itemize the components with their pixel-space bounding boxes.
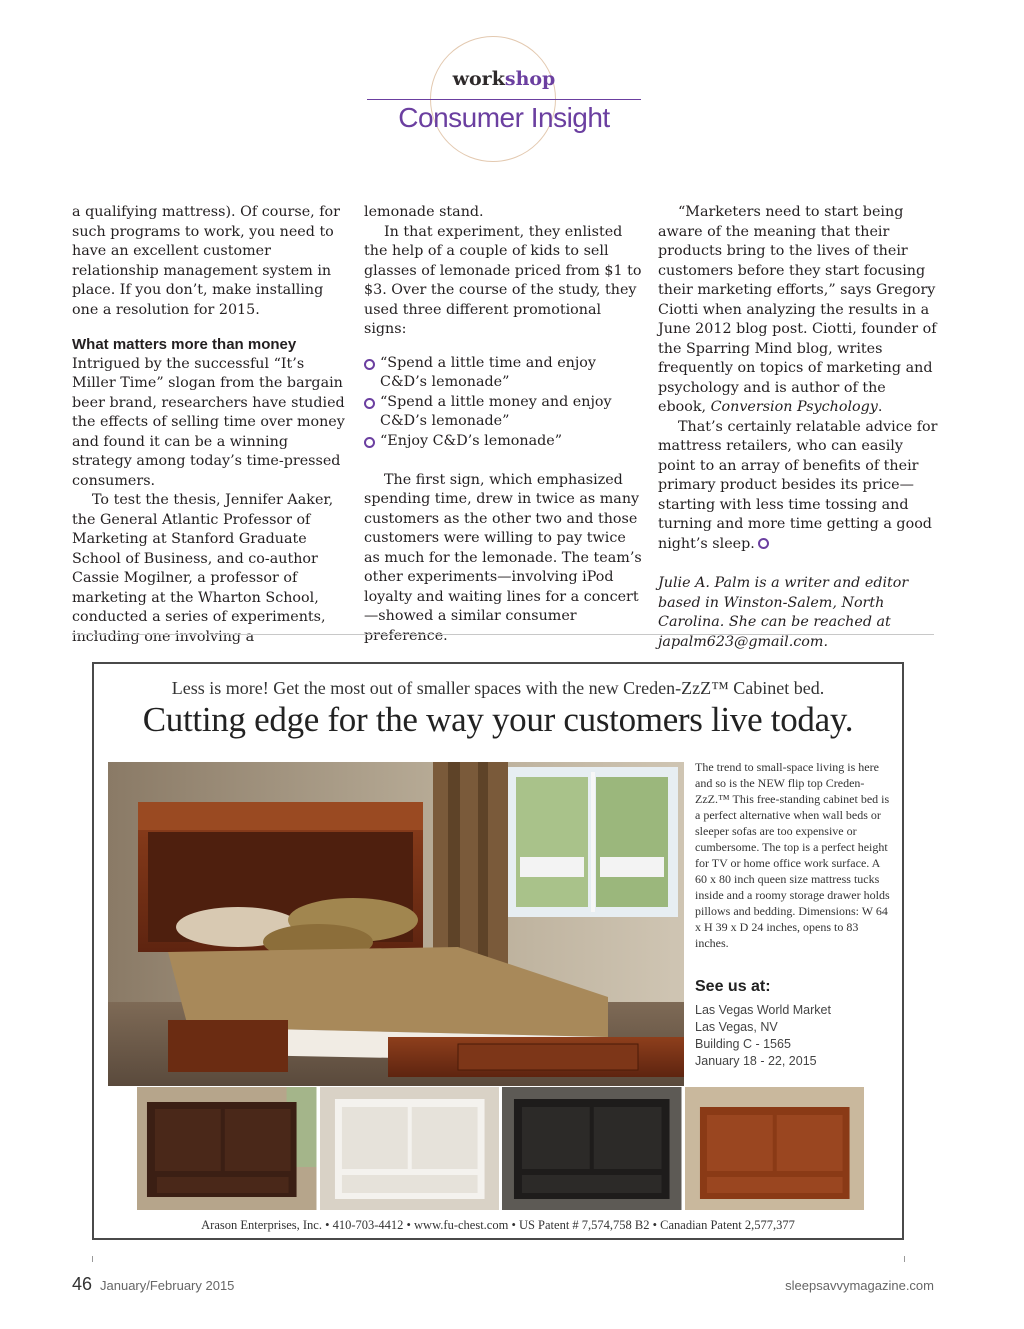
sign-list xyxy=(364,354,644,452)
thumbnail-espresso-cabinet xyxy=(137,1087,317,1210)
section-divider xyxy=(72,634,934,635)
paragraph: To test the thesis, Jennifer Aaker, the General Atlantic Professor of Marketing at Stanford Graduate School of Business, and co-author Cassie Mogilner, a professor of marketing at the Wharton School, conducted a series of experiments, including one involving a xyxy=(72,492,334,645)
thumbnail-black-cabinet xyxy=(502,1087,682,1210)
advertisement xyxy=(92,662,904,1240)
bedroom-illustration xyxy=(108,762,684,1086)
see-us-heading: See us at: xyxy=(695,978,771,995)
article-column-2 xyxy=(364,203,644,646)
paragraph: “Marketers need to start being aware of the meaning that their products bring to the lives of their customers before they start focusing their marketing efforts,” says Gregory Ciotti when analyzing the results in a June 2012 blog post. Ciotti, founder of the Sparring Mind blog, writes frequently on topics of marketing and psychology and is author of the ebook, Conversion Psychology. xyxy=(658,204,937,415)
section-kicker xyxy=(367,68,641,90)
issue-date: January/February 2015 xyxy=(100,1278,235,1293)
paragraph: That’s certainly relatable advice for mattress retailers, who can easily point to an array of benefits of their primary product besides its price—starting with less time tossing and turning and more time getting a good night’s sleep. xyxy=(658,418,938,552)
ad-headline: Cutting edge for the way your customers live today. xyxy=(142,700,854,739)
header-rule xyxy=(367,99,641,100)
author-bio: Julie A. Palm is a writer and editor based in Winston-Salem, North Carolina. She can be reached at japalm623@gmail.com. xyxy=(658,575,909,650)
ad-description: The trend to small-space living is here and so is the NEW flip top Creden-ZzZ.™ This free-standing cabinet bed is a perfect alternative when wall beds or sleeper sofas are too expensive or cumbersome. The top is a perfect height for TV or home office work surface. A 60 x 80 inch queen size mattress tucks inside and a roomy storage drawer holds pillows and bedding. Dimensions: W 64 x H 39 x D 24 inches, opens to 83 inches. xyxy=(695,760,890,950)
article-column-3 xyxy=(658,203,938,652)
thumbnail-white-cabinet xyxy=(320,1087,500,1210)
product-thumbnails xyxy=(137,1087,864,1210)
crop-mark xyxy=(92,1256,93,1262)
page-number: 46 xyxy=(72,1274,93,1294)
site-url: sleepsavvymagazine.com xyxy=(785,1278,934,1293)
show-info xyxy=(695,1002,831,1070)
paragraph: Intrigued by the successful “It’s Miller Time” slogan from the bargain beer brand, researchers have studied the effects of selling time over money and found it can be a winning strategy among today’s time-pressed consumers. xyxy=(72,355,345,489)
crop-mark xyxy=(904,1256,905,1262)
paragraph: In that experiment, they enlisted the help of a couple of kids to sell glasses of lemonade priced from $1 to $3. Over the course of the study, they used three different promotional signs: xyxy=(364,223,642,337)
kicker-work: work xyxy=(452,68,505,90)
ad-tagline: Less is more! Get the most out of smaller spaces with the new Creden-ZzZ™ Cabinet bed. xyxy=(171,678,825,698)
thumbnail-cherry-cabinet xyxy=(685,1087,865,1210)
kicker-shop: shop xyxy=(504,68,556,90)
list-item: “Spend a little time and enjoy C&D’s lemonade” xyxy=(364,354,644,393)
list-item: “Spend a little money and enjoy C&D’s lemonade” xyxy=(364,393,644,432)
list-item: “Enjoy C&D’s lemonade” xyxy=(364,432,644,452)
show-dates: January 18 - 22, 2015 xyxy=(695,1054,817,1068)
article-column-1 xyxy=(72,203,352,647)
subheading: What matters more than money xyxy=(72,336,297,353)
end-mark-icon xyxy=(758,538,769,549)
show-booth: Building C - 1565 xyxy=(695,1037,791,1051)
paragraph: a qualifying mattress). Of course, for such programs to work, you need to have an excellent customer relationship management system in place. If you don’t, make installing one a resolution for 2015. xyxy=(72,204,340,318)
book-title: Conversion Psychology xyxy=(710,399,878,415)
paragraph: The first sign, which emphasized spending time, drew in twice as many customers as the other two and those customers were willing to pay twice as much for the lemonade. The team’s other experiments—involving iPod loyalty and waiting lines for a concert—showed a similar consumer preference. xyxy=(364,471,642,644)
section-title: Consumer Insight xyxy=(398,102,610,133)
cabinet-bed-photo xyxy=(108,762,684,1086)
paragraph: lemonade stand. xyxy=(364,204,484,220)
ad-contact-line: Arason Enterprises, Inc. • 410-703-4412 • www.fu-chest.com • US Patent # 7,574,758 B2 • Canadian Patent 2,577,377 xyxy=(201,1218,795,1232)
show-city: Las Vegas, NV xyxy=(695,1020,778,1034)
show-venue: Las Vegas World Market xyxy=(695,1003,831,1017)
